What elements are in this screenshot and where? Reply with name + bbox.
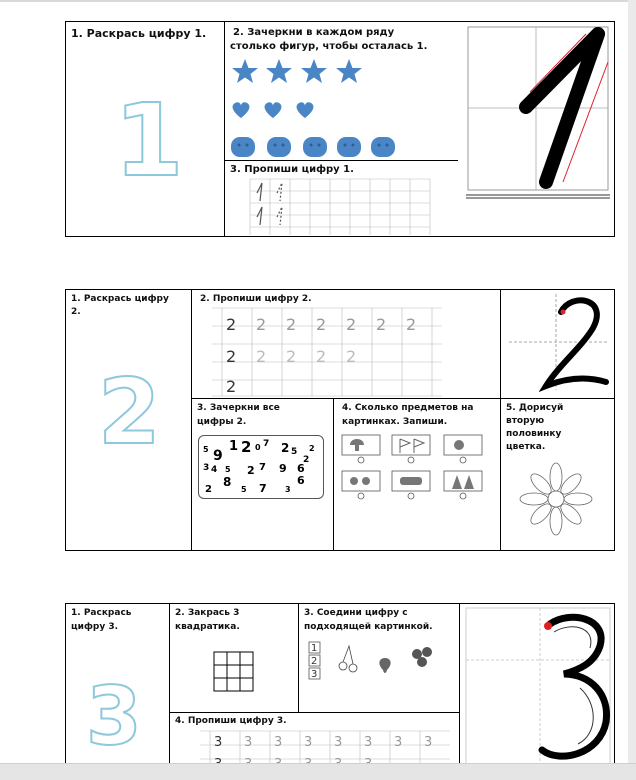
smiley-icon[interactable] [337, 137, 361, 157]
s1-write-cell [224, 160, 459, 237]
svg-text:3: 3 [214, 735, 223, 750]
scatter-digit[interactable]: 9 [279, 462, 287, 475]
s2-count-cell [333, 398, 501, 551]
cherry-icon[interactable] [339, 646, 357, 672]
svg-text:2: 2 [376, 315, 387, 334]
svg-text:2: 2 [406, 315, 417, 334]
scatter-digit[interactable]: 3 [203, 463, 210, 473]
svg-text:2: 2 [226, 347, 237, 366]
scatter-digits [199, 436, 323, 498]
star-icon[interactable] [301, 59, 327, 83]
s3-squares-cell [169, 603, 299, 713]
scatter-digit[interactable]: 2 [247, 464, 255, 477]
s2-copybook-grid [192, 290, 502, 400]
s2-task5-label-3: половинку [506, 429, 562, 439]
scatter-digit[interactable]: 5 [225, 465, 231, 474]
digits-frame [198, 435, 324, 499]
s2-write-cell [191, 289, 501, 399]
match-digit[interactable]: 2 [311, 656, 318, 667]
scatter-digit[interactable]: 5 [291, 447, 298, 457]
scatter-digit[interactable]: 2 [303, 455, 310, 465]
grid-square[interactable] [227, 652, 240, 665]
s2-task4-label-2: картинках. Запиши. [342, 417, 448, 427]
s2-task1-label-1: 1. Раскрась цифру [71, 294, 169, 304]
svg-text:2: 2 [316, 347, 327, 366]
heart-icon[interactable] [265, 102, 282, 118]
arrow-icon [578, 688, 593, 744]
digit-2-stroke [546, 300, 606, 386]
s3-task4-label: 4. Пропиши цифру 3. [175, 716, 287, 726]
s1-cross-cell [224, 21, 459, 161]
scatter-digit[interactable]: 2 [281, 441, 290, 455]
scatter-digit[interactable]: 7 [263, 439, 270, 449]
grid-square[interactable] [227, 665, 240, 678]
scatter-digit[interactable]: 5 [241, 485, 247, 494]
s1-trace-cell [458, 21, 615, 237]
s3-big-digit[interactable]: 3 [86, 670, 142, 763]
s3-task2-label-2: квадратика. [175, 622, 240, 632]
raspberry-icon[interactable] [412, 647, 432, 667]
squares-grid [170, 604, 300, 714]
s2-task5-label-2: вторую [506, 416, 545, 426]
smiley-icon[interactable] [303, 137, 327, 157]
svg-text:2: 2 [346, 315, 357, 334]
s2-task4-label-1: 4. Сколько предметов на [342, 403, 474, 413]
pyramid-icon [452, 475, 474, 489]
scatter-digit[interactable]: 8 [223, 475, 232, 489]
s3-color-cell [65, 603, 170, 773]
flag-icon [400, 439, 424, 453]
svg-text:2: 2 [256, 347, 267, 366]
s1-task2-label-2: столько фигур, чтобы осталась 1. [230, 41, 428, 52]
page-right-edge [628, 0, 636, 779]
flower-icon [362, 477, 370, 485]
heart-icon[interactable] [297, 102, 314, 118]
strawberry-icon[interactable] [379, 658, 390, 673]
scatter-digit[interactable]: 1 [229, 439, 239, 454]
svg-text:2: 2 [286, 347, 297, 366]
flower-icon[interactable] [501, 399, 616, 552]
grid-square[interactable] [214, 665, 227, 678]
arrow-icon [554, 627, 591, 648]
s2-task2-label: 2. Пропиши цифру 2. [200, 294, 312, 304]
svg-text:3: 3 [244, 735, 253, 750]
scatter-digit[interactable]: 6 [297, 474, 305, 487]
scatter-digit[interactable]: 6 [297, 462, 305, 475]
scatter-digit[interactable]: 2 [205, 484, 212, 495]
svg-text:2: 2 [226, 315, 237, 334]
smiley-icon[interactable] [267, 137, 291, 157]
grid-square[interactable] [214, 678, 227, 691]
svg-text:3: 3 [364, 735, 373, 750]
svg-text:3: 3 [394, 735, 403, 750]
scatter-digit[interactable]: 9 [213, 448, 223, 464]
svg-text:3: 3 [304, 735, 313, 750]
s3-match-pictures [299, 604, 461, 714]
svg-text:2: 2 [346, 347, 357, 366]
s2-count-pictures [334, 399, 502, 552]
svg-text:3: 3 [424, 735, 433, 750]
s3-trace-cell [459, 603, 615, 773]
scatter-digit[interactable]: 7 [259, 462, 266, 473]
scatter-digit[interactable]: 2 [241, 438, 252, 456]
s3-task2-label-1: 2. Закрась 3 [175, 608, 240, 618]
scatter-digit[interactable]: 3 [285, 485, 291, 494]
s2-task5-label-4: цветка. [506, 442, 546, 452]
s1-big-digit[interactable]: 1 [114, 82, 184, 199]
s3-match-cell [298, 603, 460, 713]
s2-flower-cell [500, 398, 615, 551]
svg-text:2: 2 [316, 315, 327, 334]
s1-copybook-grid [225, 161, 460, 238]
s1-color-cell [65, 21, 225, 237]
page-top-border [0, 0, 636, 6]
start-point-icon [544, 622, 552, 630]
svg-text:3: 3 [274, 735, 283, 750]
mushroom-icon [350, 439, 364, 451]
leaf-icon [454, 440, 464, 450]
s3-trace-figure [460, 604, 616, 774]
s2-task3-label-2: цифры 2. [197, 417, 247, 427]
s2-task1-label-2: 2. [71, 307, 81, 317]
s2-trace-figure [501, 290, 616, 400]
s2-trace-cell [500, 289, 615, 399]
smiley-icon[interactable] [231, 137, 255, 157]
s3-task1-label-2: цифру 3. [71, 622, 119, 632]
svg-text:3: 3 [334, 735, 343, 750]
scatter-digit[interactable]: 5 [203, 445, 209, 454]
scatter-digit[interactable]: 0 [255, 443, 261, 452]
heart-icon[interactable] [233, 102, 250, 118]
star-icon[interactable] [232, 59, 258, 83]
match-digit[interactable]: 1 [311, 643, 318, 654]
grid-square[interactable] [240, 652, 253, 665]
smiley-icon[interactable] [371, 137, 395, 157]
scatter-digit[interactable]: 7 [259, 482, 267, 495]
s2-task5-label-1: 5. Дорисуй [506, 403, 564, 413]
s1-task1-label: 1. Раскрась цифру 1. [71, 27, 207, 40]
s2-task3-label-1: 3. Зачеркни все [197, 403, 280, 413]
s3-task3-label-1: 3. Соедини цифру с [304, 608, 408, 618]
scatter-digit[interactable]: 4 [211, 465, 218, 475]
flower-icon [350, 477, 358, 485]
bottom-bar [0, 763, 636, 780]
grid-square[interactable] [240, 678, 253, 691]
car-icon [400, 477, 422, 485]
star-icon[interactable] [266, 59, 292, 83]
s3-task3-label-2: подходящей картинкой. [304, 622, 433, 632]
s2-big-digit[interactable]: 2 [98, 360, 161, 465]
s1-shapes [225, 22, 460, 162]
svg-text:2: 2 [256, 315, 267, 334]
s1-task2-label-1: 2. Зачеркни в каждом ряду [233, 27, 395, 38]
scatter-digit[interactable]: 2 [309, 444, 315, 453]
s2-color-cell [65, 289, 192, 551]
star-icon[interactable] [336, 59, 362, 83]
s3-task1-label-1: 1. Раскрась [71, 608, 132, 618]
s2-find-cell [191, 398, 334, 551]
s1-task3-label: 3. Пропиши цифру 1. [230, 164, 354, 175]
match-digit[interactable]: 3 [311, 669, 318, 680]
svg-text:2: 2 [286, 315, 297, 334]
svg-text:2: 2 [226, 377, 237, 396]
digit-3-stroke [542, 617, 607, 756]
s1-trace-figure [458, 22, 615, 238]
grid-square[interactable] [227, 678, 240, 691]
grid-square[interactable] [240, 665, 253, 678]
grid-square[interactable] [214, 652, 227, 665]
